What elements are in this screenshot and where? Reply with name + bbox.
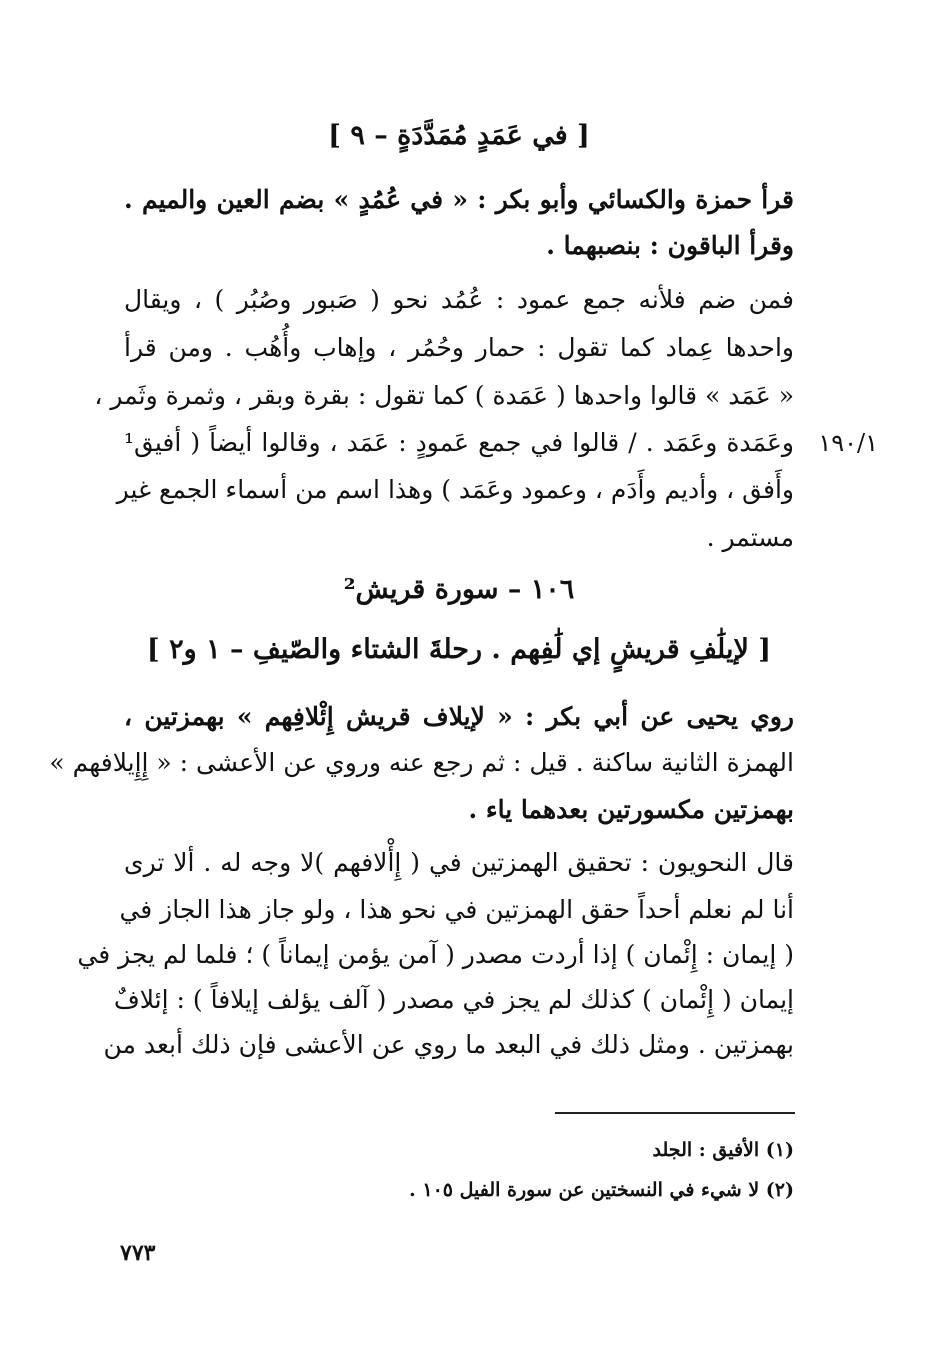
footnote-separator bbox=[555, 1112, 795, 1114]
body-line: الهمزة الثانية ساكنة . قيل : ثم رجع عنه وروي عن الأعشى : « إِإِيلافهم » bbox=[49, 748, 794, 777]
body-line: أنا لم نعلم أحداً حقق الهمزتين في نحو هذا ، ولو جاز هذا الجاز في bbox=[119, 895, 794, 924]
body-line: بهمزتين مكسورتين بعدهما ياء . bbox=[468, 795, 794, 824]
body-line: ( إيمان : إِئْمان ) إذا أردت مصدر ( آمن يؤمن إيماناً ) ؛ فلما لم يجز في bbox=[77, 940, 794, 969]
margin-folio-note: ١٩٠/١ bbox=[818, 429, 878, 457]
verse-heading-1: [ في عَمَدٍ مُمَدَّدَةٍ – ٩ ] bbox=[328, 120, 590, 151]
body-line: فمن ضم فلأنه جمع عمود : عُمُد نحو ( صَبور وصُبُر ) ، ويقال bbox=[124, 285, 794, 314]
footnote-1: (١) الأفيق : الجلد bbox=[652, 1139, 794, 1161]
body-line: إيمان ( إِئْمان ) كذلك لم يجز في مصدر ( آلف يؤلف إيلافاً ) : إئلافٌ bbox=[113, 985, 794, 1014]
body-line: وعَمَدة وعَمَد . / قالوا في جمع عَمودٍ : عَمَد ، وقالوا أيضاً ( أفيق¹ bbox=[124, 428, 794, 457]
body-line: قال النحويون : تحقيق الهمزتين في ( إِأْلافهم )لا وجه له . ألا ترى bbox=[124, 848, 794, 877]
footnote-2: (٢) لا شيء في النسختين عن سورة الفيل ١٠٥ . bbox=[409, 1179, 794, 1201]
surah-title: ١٠٦ – سورة قريش² bbox=[343, 574, 575, 605]
verse-heading-2: [ لإيلَٰفِ قريشٍ إي لَٰفِهم . رحلةَ الشتاء والصّيفِ – ١ و٢ ] bbox=[146, 634, 772, 665]
body-line: واحدها عِماد كما تقول : حمار وحُمُر ، وإهاب وأُهُب . ومن قرأ bbox=[124, 333, 794, 362]
body-line: « عَمَد » قالوا واحدها ( عَمَدة ) كما تقول : بقرة وبقر ، وثمرة وثَمر ، bbox=[94, 381, 794, 410]
body-line: بهمزتين . ومثل ذلك في البعد ما روي عن الأعشى فإن ذلك أبعد من bbox=[103, 1030, 794, 1059]
body-line: روي يحيى عن أبي بكر : « لإيلاف قريش إِئْلافِهم » بهمزتين ، bbox=[124, 702, 794, 731]
body-line: وقرأ الباقون : بنصبهما . bbox=[546, 231, 794, 260]
body-line: وأَفق ، وأديم وأَدَم ، وعمود وعَمَد ) وهذا اسم من أسماء الجمع غير bbox=[116, 475, 794, 504]
body-line: مستمر . bbox=[706, 523, 794, 552]
page-number: ٧٧٣ bbox=[120, 1240, 156, 1266]
body-line: قرأ حمزة والكسائي وأبو بكر : « في عُمُدٍ » بضم العين والميم . bbox=[124, 185, 794, 214]
